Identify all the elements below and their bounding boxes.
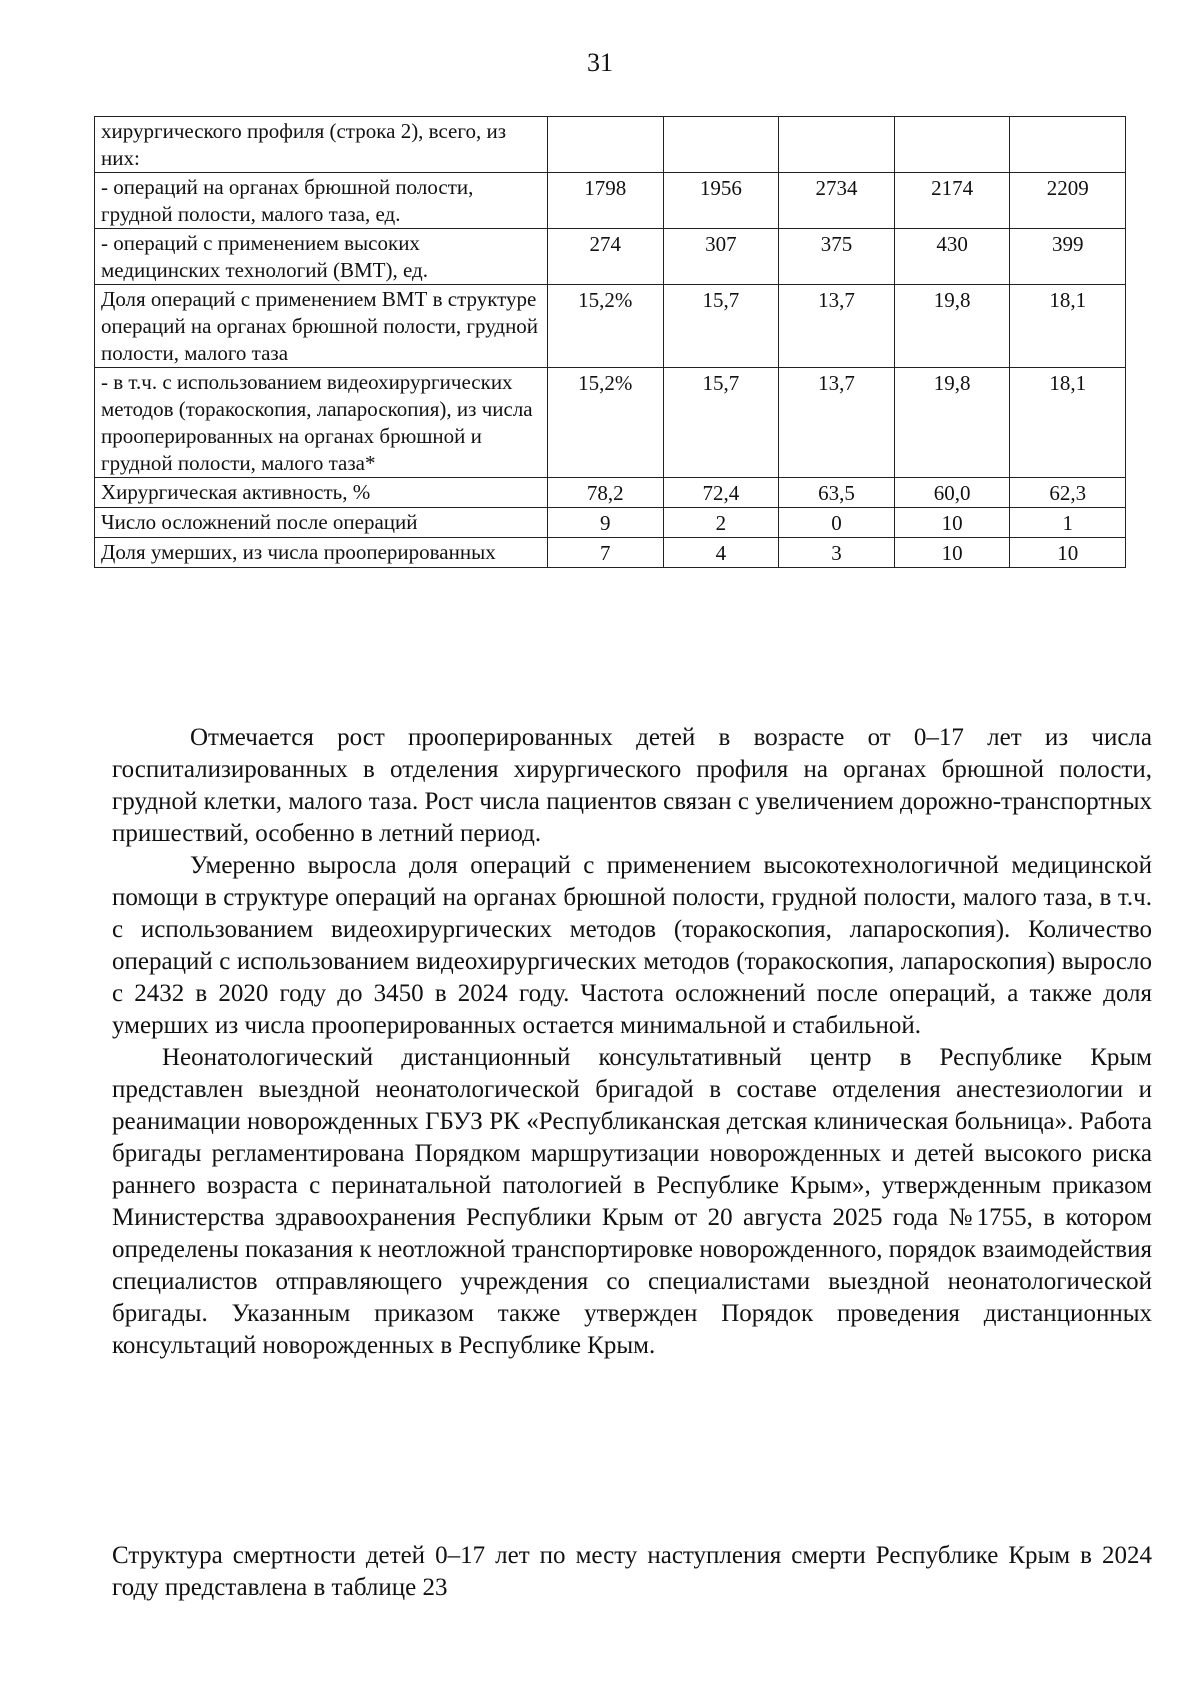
paragraph-neonatal-center: Неонатологический дистанционный консультативный центр в Республике Крым представлен выездной неонатологической бригадой в составе отделения анестезиологии и реанимации новорожденных ГБУЗ РК «Республиканская детская клиническая больница». Работа бригады регламентирована Порядком маршрутизации новорожденных и детей высокого риска раннего возраста с перинатальной патологией в Республике Крым», утвержденным приказом Министерства здравоохранения Республики Крым от 20 августа 2025 года №1755, в котором определены показания к неотложной транспортировке новорожденного, порядок взаимодействия специалистов отправляющего учреждения со специалистами выездной неонатологической бригады. Указанным приказом также утвержден Порядок проведения дистанционных консультаций новорожденных в Республике Крым. — [112, 1044, 1152, 1359]
body-text — [112, 722, 1152, 1362]
row-label: хирургического профиля (строка 2), всего, из них: — [95, 117, 548, 173]
row-value: 15,7 — [663, 285, 779, 368]
row-value: 18,1 — [1010, 285, 1126, 368]
row-label: Хирургическая активность, % — [95, 478, 548, 508]
table-row — [95, 173, 1126, 229]
row-value: 72,4 — [663, 478, 779, 508]
row-value: 18,1 — [1010, 368, 1126, 478]
row-value: 10 — [894, 538, 1010, 568]
final-paragraph-block — [112, 1540, 1152, 1604]
page-number: 31 — [587, 48, 613, 77]
paragraph-operated-children: Отмечается рост прооперированных детей в возрасте от 0–17 лет из числа госпитализированных в отделения хирургического профиля на органах брюшной полости, грудной клетки, малого таза. Рост числа пациентов связан с увеличением дорожно-транспортных пришествий, особенно в летний период. — [112, 724, 1152, 847]
row-value: 63,5 — [779, 478, 895, 508]
row-value: 19,8 — [894, 285, 1010, 368]
row-value: 15,2% — [548, 368, 664, 478]
row-value — [663, 117, 779, 173]
paragraph-hightech-operations: Умеренно выросла доля операций с применением высокотехнологичной медицинской помощи в структуре операций на органах брюшной полости, грудной полости, малого таза, в т.ч. с использованием видеохирургических методов (торакоскопия, лапароскопия). Количество операций с использованием видеохирургических методов (торакоскопия, лапароскопия) выросло с 2432 в 2020 году до 3450 в 2024 году. Частота осложнений после операций, а также доля умерших из числа прооперированных остается минимальной и стабильной. — [112, 852, 1152, 1039]
row-value: 15,2% — [548, 285, 664, 368]
row-value: 15,7 — [663, 368, 779, 478]
row-value: 10 — [894, 508, 1010, 538]
row-value: 3 — [779, 538, 895, 568]
row-value: 60,0 — [894, 478, 1010, 508]
row-value: 399 — [1010, 229, 1126, 285]
row-value — [894, 117, 1010, 173]
row-value: 7 — [548, 538, 664, 568]
row-value: 4 — [663, 538, 779, 568]
row-value: 274 — [548, 229, 664, 285]
table-row — [95, 508, 1126, 538]
row-value: 13,7 — [779, 285, 895, 368]
row-label: Доля операций с применением ВМТ в структуре операций на органах брюшной полости, грудной полости, малого таза — [95, 285, 548, 368]
row-label: - операций с применением высоких медицинских технологий (ВМТ), ед. — [95, 229, 548, 285]
table-row — [95, 368, 1126, 478]
row-value: 430 — [894, 229, 1010, 285]
surgery-statistics-table — [94, 116, 1126, 568]
row-value: 1 — [1010, 508, 1126, 538]
row-value: 9 — [548, 508, 664, 538]
row-label: - в т.ч. с использованием видеохирургических методов (торакоскопия, лапароскопия), из числа прооперированных на органах брюшной и грудной полости, малого таза* — [95, 368, 548, 478]
row-value — [548, 117, 664, 173]
table-row — [95, 285, 1126, 368]
row-value: 19,8 — [894, 368, 1010, 478]
row-value: 307 — [663, 229, 779, 285]
row-value: 2734 — [779, 173, 895, 229]
row-value: 2209 — [1010, 173, 1126, 229]
row-value: 2 — [663, 508, 779, 538]
row-value: 13,7 — [779, 368, 895, 478]
row-value — [1010, 117, 1126, 173]
row-value: 1798 — [548, 173, 664, 229]
table-row — [95, 229, 1126, 285]
paragraph-table-reference: Структура смертности детей 0–17 лет по месту наступления смерти Республике Крым в 2024 году представлена в таблице 23 — [112, 1542, 1152, 1601]
table-row — [95, 478, 1126, 508]
row-value: 78,2 — [548, 478, 664, 508]
table-row — [95, 117, 1126, 173]
row-value: 375 — [779, 229, 895, 285]
row-label: Число осложнений после операций — [95, 508, 548, 538]
table-row — [95, 538, 1126, 568]
row-value: 62,3 — [1010, 478, 1126, 508]
row-value — [779, 117, 895, 173]
row-value: 1956 — [663, 173, 779, 229]
row-value: 2174 — [894, 173, 1010, 229]
row-label: Доля умерших, из числа прооперированных — [95, 538, 548, 568]
row-value: 10 — [1010, 538, 1126, 568]
row-label: - операций на органах брюшной полости, грудной полости, малого таза, ед. — [95, 173, 548, 229]
row-value: 0 — [779, 508, 895, 538]
